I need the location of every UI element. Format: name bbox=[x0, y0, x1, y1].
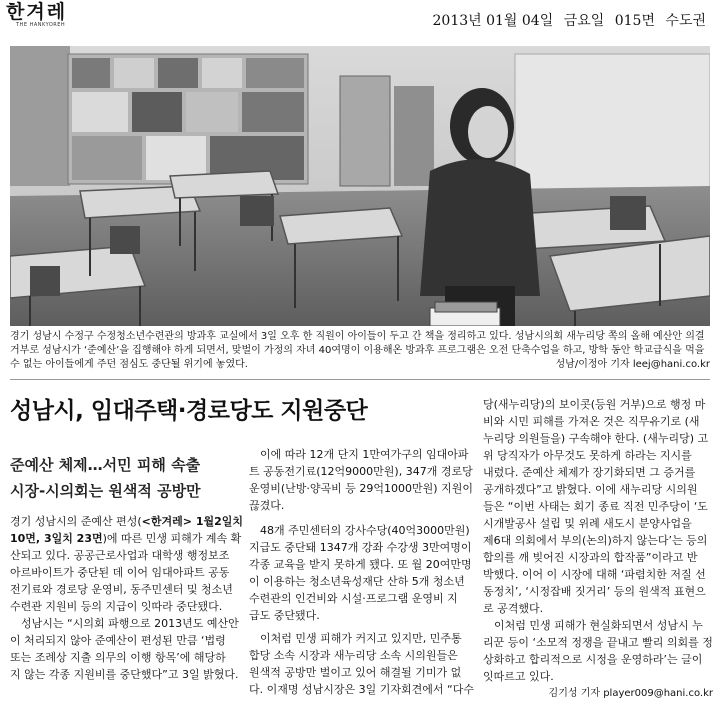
paragraph-line: 들은 “이번 사태는 회기 종료 직전 민주당이 ‘도 bbox=[483, 500, 708, 513]
paragraph-line: 잇따르고 있다. bbox=[483, 670, 554, 683]
paragraph-line: 수련관의 인건비와 시설·프로그램 운영비 지 bbox=[249, 592, 458, 605]
paragraph-line: 상화하고 합리적으로 시정을 운영하라’는 글이 bbox=[483, 653, 703, 666]
paragraph-line: 아르바이트가 중단된 데 이어 임대아파트 공동 bbox=[10, 566, 230, 579]
paragraph-line: 경기 성남시의 준예산 편성(<한겨레> 1월2일치 bbox=[10, 515, 243, 528]
paragraph-line: 원색적 공방만 벌이고 있어 해결될 기미가 없 bbox=[249, 666, 462, 679]
paragraph-line: 운영비(난방·양곡비 등 29억1000만원) 지원이 bbox=[249, 482, 473, 495]
paragraph-line: 합의를 깨 빚어진 시장과의 합작품”이라고 반 bbox=[483, 551, 698, 564]
paragraph-line: 공개하겠다”고 밝혔다. 이에 새누리당 시의원 bbox=[483, 483, 698, 496]
masthead bbox=[0, 0, 720, 40]
paragraph-line: 리꾼 등이 ‘소모적 정쟁을 끝내고 빨리 의회를 정 bbox=[483, 636, 713, 649]
paragraph-line: 이에 따라 12개 단지 1만여가구의 임대아파 bbox=[260, 448, 469, 461]
paragraph-line: 시개발공사 설립 및 위례 새도시 분양사업을 bbox=[483, 517, 692, 530]
paragraph-line: 48개 주민센터의 강사수당(40억3000만원) bbox=[260, 524, 470, 537]
paragraph-line: 이 처리되지 않아 준예산이 편성된 만큼 ‘법령 bbox=[10, 634, 226, 647]
art-board bbox=[68, 54, 308, 184]
issue-weekday: 금요일 bbox=[563, 13, 605, 29]
news-photo bbox=[10, 46, 710, 326]
paragraph-line: 끊겼다. bbox=[249, 499, 285, 512]
subhead-line-2: 시장-시의회는 원색적 공방만 bbox=[10, 482, 201, 500]
newspaper-logo bbox=[6, 2, 67, 28]
paragraph-line: 급도 중단됐다. bbox=[249, 609, 320, 622]
paragraph-line: 이처럼 민생 피해가 커지고 있지만, 민주통 bbox=[260, 632, 462, 645]
paragraph-line: 내렸다. 준예산 체제가 장기화되면 그 증거를 bbox=[483, 466, 696, 479]
paragraph-line: 각종 교육을 받지 못하게 됐다. 또 월 20여만명 bbox=[249, 558, 472, 571]
article-column-3 bbox=[483, 396, 713, 702]
paragraph-line: 다. 이재명 성남시장은 3일 기자회견에서 “다수 bbox=[249, 683, 474, 696]
paragraph-line: 합당 소속 시장과 새누리당 소속 시의원들은 bbox=[249, 649, 458, 662]
issue-date: 2013년 01월 04일 bbox=[432, 13, 554, 29]
photo-caption bbox=[10, 330, 710, 372]
classroom-photo-image bbox=[10, 46, 710, 326]
paragraph-line: 지급도 중단돼 1347개 강좌 수강생 3만여명이 bbox=[249, 541, 472, 554]
paragraph-line: 박했다. 이어 이 시장에 대해 ‘파렴치한 저질 선 bbox=[483, 568, 706, 581]
paragraph-line: 산되고 있다. 공공근로사업과 대학생 행정보조 bbox=[10, 549, 230, 562]
subhead-line-1: 준예산 체제…서민 피해 속출 bbox=[10, 456, 201, 474]
paragraph-line: 로 공격했다. bbox=[483, 602, 544, 615]
article-column-2 bbox=[249, 446, 479, 698]
paragraph-line: 비와 시민 피해를 가져온 것은 직무유기로 (새 bbox=[483, 415, 700, 428]
page-number: 015면 bbox=[614, 13, 655, 29]
paragraph-line: 성남시는 “시의회 파행으로 2013년도 예산안 bbox=[21, 617, 239, 630]
paragraph-line: 이처럼 민생 피해가 현실화되면서 성남시 누 bbox=[494, 619, 703, 632]
photo-credit: 성남/이정아 기자 leej@hani.co.kr bbox=[555, 359, 710, 370]
paragraph-line: 동정치’, ‘시정잡배 짓거리’ 등의 원색적 표현으 bbox=[483, 585, 706, 598]
paragraph-line: 이 이용하는 청소년육성재단 산하 5개 청소년 bbox=[249, 575, 465, 588]
reporter-byline: 김기성 기자 player009@hani.co.kr bbox=[548, 688, 713, 699]
paragraph-line: 트 공동전기료(12억9000만원), 347개 경로당 bbox=[249, 465, 473, 478]
paragraph-line: 제6대 의회에서 부의(논의)하지 않는다’는 등의 bbox=[483, 534, 708, 547]
paragraph-line: 누리당 의원들을) 구속해야 한다. (새누리당) 고 bbox=[483, 432, 709, 445]
article-headline: 성남시, 임대주택·경로당도 지원중단 bbox=[10, 398, 368, 424]
paragraph-line: 또는 조례상 지출 의무의 이행 항목’에 해당하 bbox=[10, 651, 226, 664]
section-divider bbox=[10, 379, 710, 380]
paragraph-line: 수련관 지원비 등의 지급이 잇따라 중단됐다. bbox=[10, 600, 223, 613]
article-subhead bbox=[10, 452, 235, 504]
dateline bbox=[427, 10, 707, 30]
paragraph-line: 지 않는 각종 지원비를 중단했다”고 3일 밝혔다. bbox=[10, 668, 239, 681]
paragraph-line: 당(새누리당)의 보이콧(등원 거부)으로 행정 마 bbox=[483, 398, 706, 411]
logo-text: 한겨레 bbox=[6, 1, 68, 23]
logo-subtitle: THE HANKYOREH bbox=[16, 22, 66, 28]
paragraph-line: 위 당직자가 아무것도 못하게 하라는 지시를 bbox=[483, 449, 692, 462]
paragraph-line: 전기료와 경로당 운영비, 동주민센터 및 청소년 bbox=[10, 583, 233, 596]
caption-text: 경기 성남시 수정구 수정청소년수련관의 방과후 교실에서 3일 오후 한 직원이 아이들이 두고 간 책을 정리하고 있다. 성남시의회 새누리당 쪽의 올해 예산안 의결 거부로 성남시가 ‘준예산’을 집행해야 하게 되면서, 맞벌이 가정의 자녀 40여명이 이용해온 방과후 프로그램은 오전 단축수업을 하고, 방학 동안 학교급식을 먹을 수 없는 아이들에게 주던 점심도 중단될 위기에 놓였다. bbox=[10, 331, 705, 370]
article-column-1 bbox=[10, 513, 243, 683]
section-name: 수도권 bbox=[665, 13, 706, 29]
paragraph-line: 10면, 3일치 23면)에 따른 민생 피해가 계속 확 bbox=[10, 532, 242, 545]
